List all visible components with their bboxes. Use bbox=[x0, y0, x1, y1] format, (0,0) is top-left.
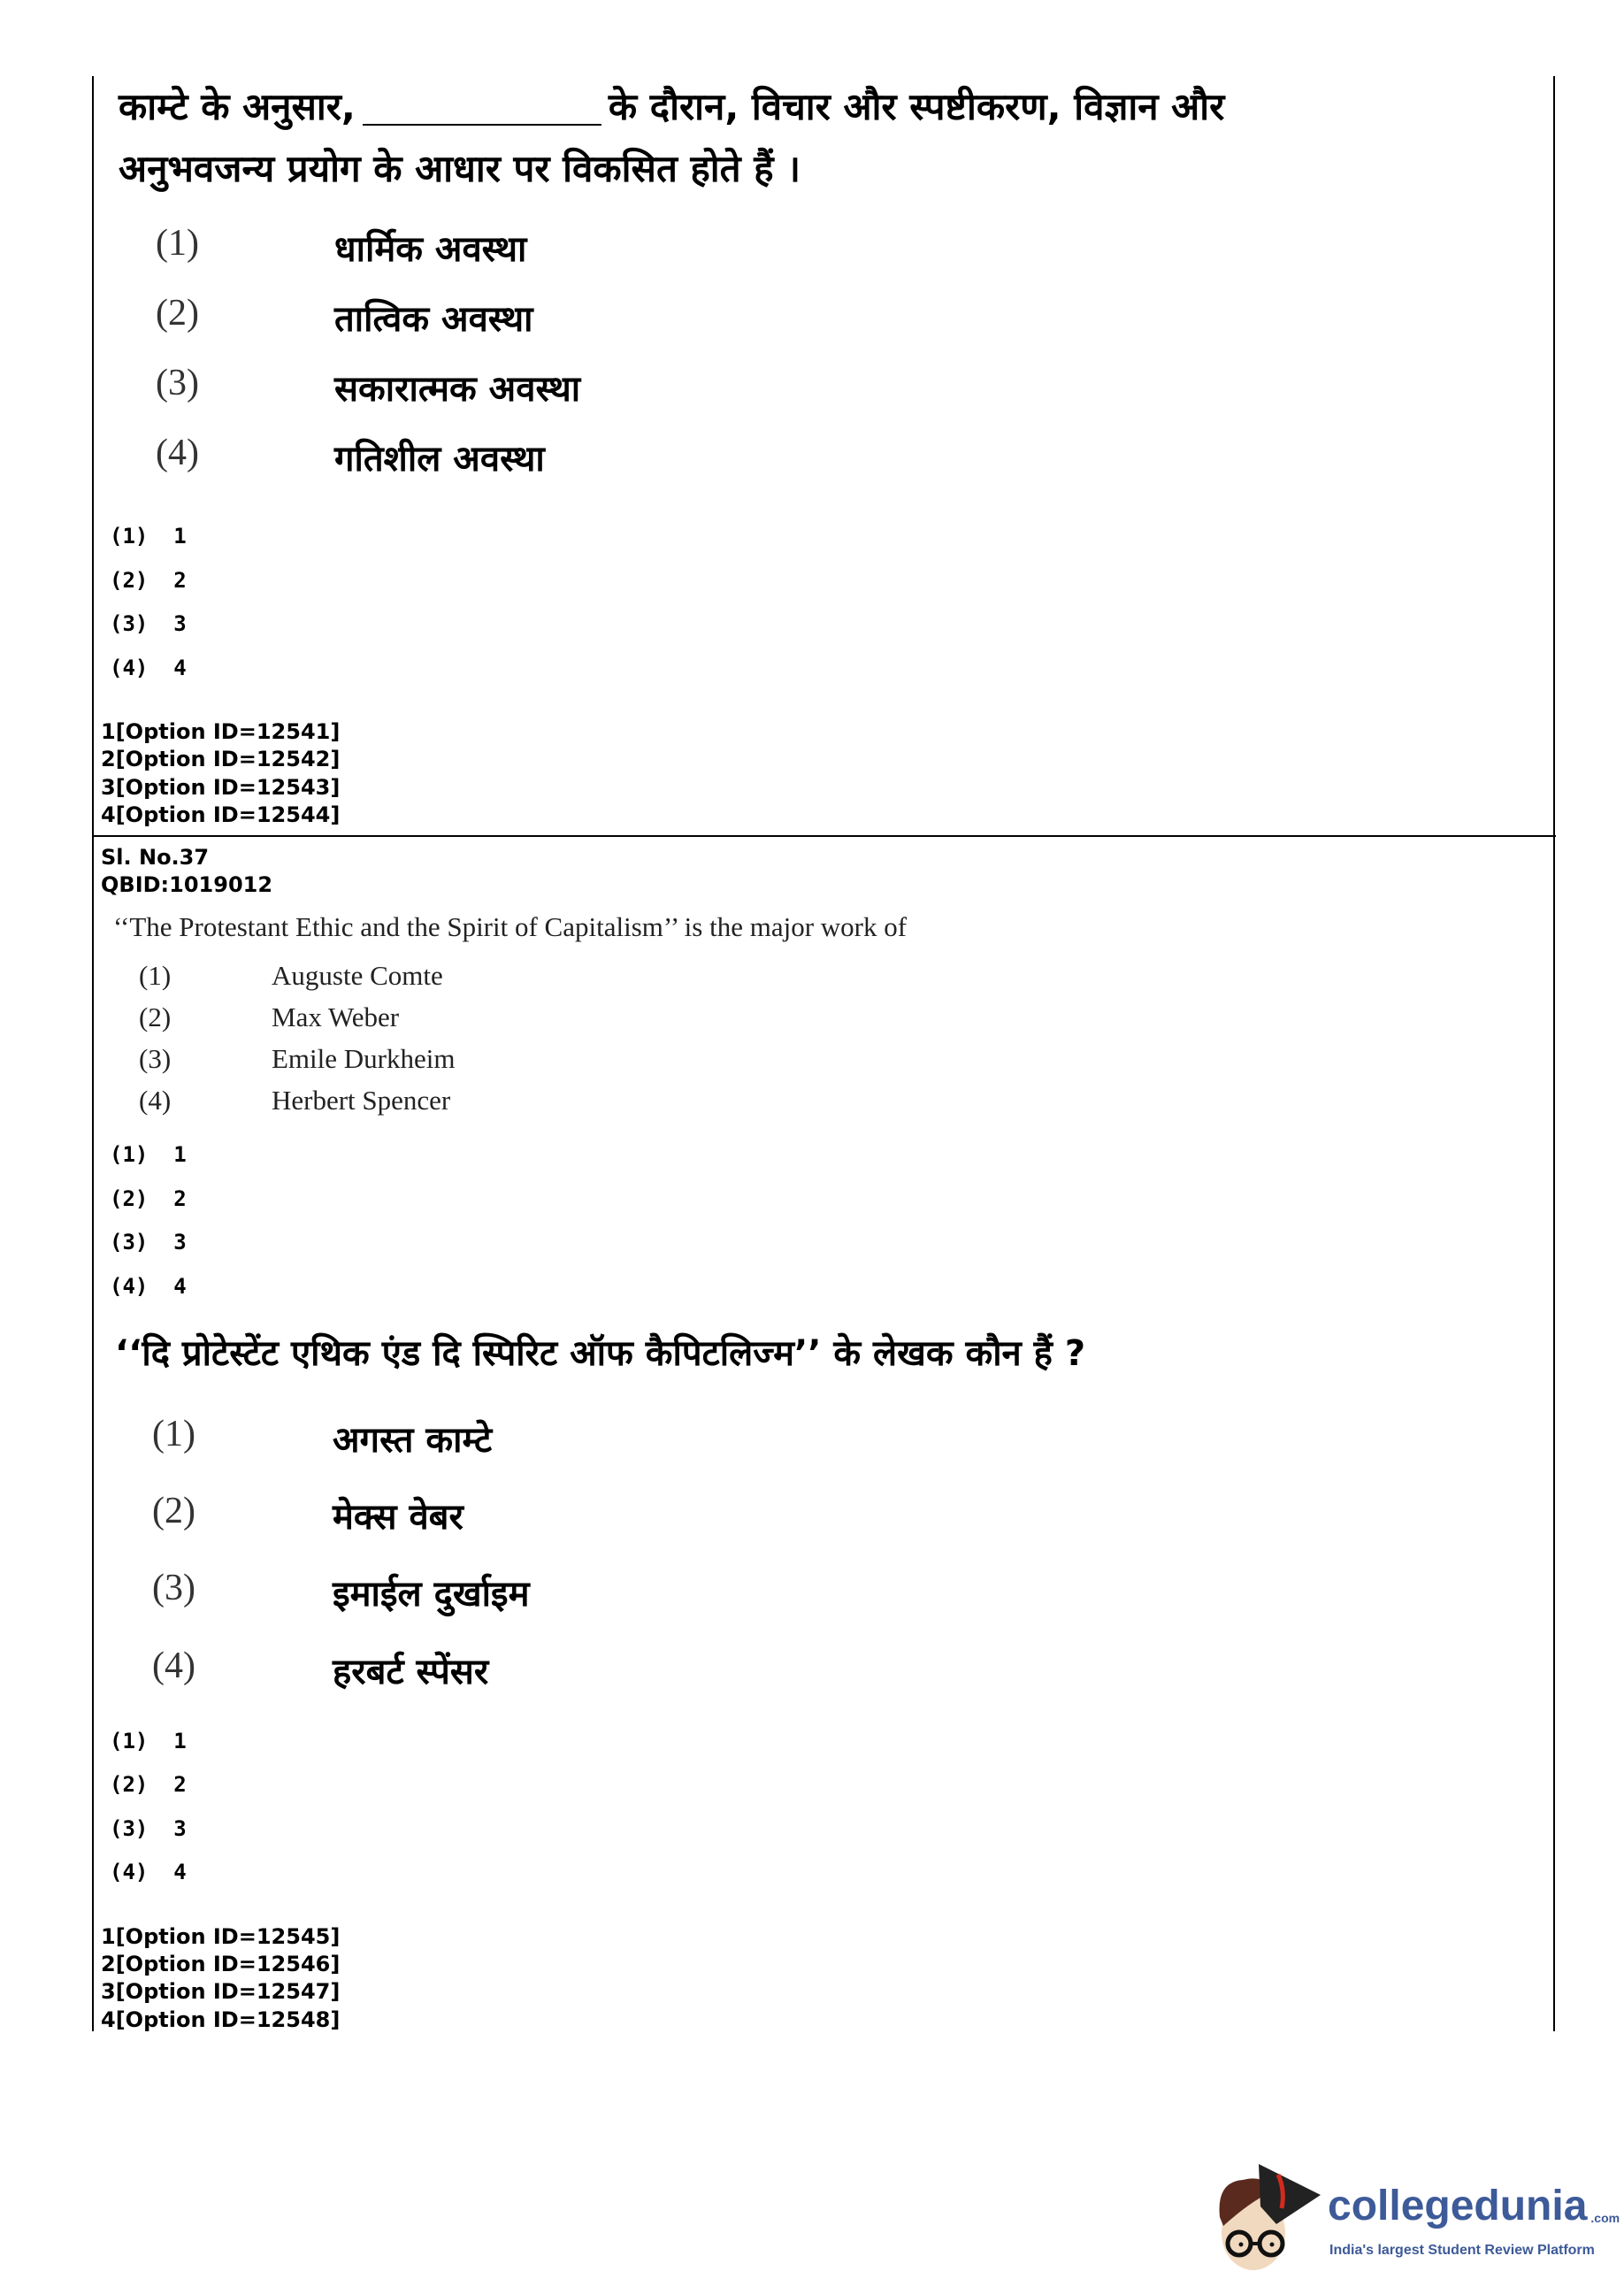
answer-choice: (3) 3 bbox=[110, 1816, 187, 1841]
option-text: धार्मिक अवस्था bbox=[334, 229, 527, 270]
option-id: 2[Option ID=12542] bbox=[101, 747, 341, 771]
option-number: (1) bbox=[156, 223, 199, 264]
fill-in-blank bbox=[363, 88, 601, 126]
answer-choice: (1) 1 bbox=[110, 1142, 187, 1167]
option-text: Emile Durkheim bbox=[272, 1043, 456, 1074]
question-text: काम्टे के अनुसार, bbox=[119, 85, 356, 128]
option-number: (1) bbox=[152, 1414, 195, 1454]
option-id: 4[Option ID=12544] bbox=[101, 802, 341, 827]
question-separator bbox=[92, 835, 1556, 837]
option-text: अगस्त काम्टे bbox=[333, 1420, 493, 1461]
option-number: (1) bbox=[139, 960, 172, 991]
option-id: 2[Option ID=12546] bbox=[101, 1952, 341, 1976]
answer-choice: (4) 4 bbox=[110, 1860, 187, 1884]
option-text: Auguste Comte bbox=[272, 960, 443, 991]
collegedunia-logo bbox=[1207, 2155, 1623, 2279]
option-id: 1[Option ID=12541] bbox=[101, 719, 341, 744]
question-text: के दौरान, विचार और स्पष्टीकरण, विज्ञान और bbox=[608, 85, 1225, 128]
option-text: गतिशील अवस्था bbox=[334, 439, 545, 480]
option-text: तात्विक अवस्था bbox=[334, 299, 533, 340]
option-text: Herbert Spencer bbox=[272, 1085, 451, 1116]
option-id: 3[Option ID=12543] bbox=[101, 775, 341, 800]
option-id: 1[Option ID=12545] bbox=[101, 1924, 341, 1949]
right-border bbox=[1553, 76, 1555, 2031]
serial-number: Sl. No.37 bbox=[101, 845, 210, 870]
q36-hindi-question-line2: अनुभवजन्य प्रयोग के आधार पर विकसित होते हैं । bbox=[119, 147, 801, 190]
option-id: 3[Option ID=12547] bbox=[101, 1979, 341, 2004]
option-number: (3) bbox=[152, 1568, 195, 1608]
english-question: ‘‘The Protestant Ethic and the Spirit of Capitalism’’ is the major work of bbox=[113, 911, 908, 942]
hindi-question: ‘‘दि प्रोटेस्टेंट एथिक एंड दि स्पिरिट ऑफ कैपिटलिज्म’’ के लेखक कौन हैं ? bbox=[115, 1333, 1086, 1374]
q36-hindi-question-line1 bbox=[119, 85, 1225, 128]
logo-suffix: .com bbox=[1590, 2211, 1620, 2225]
answer-choice: (1) 1 bbox=[110, 1729, 187, 1753]
option-number: (2) bbox=[139, 1001, 172, 1032]
student-mascot-icon bbox=[1207, 2155, 1322, 2279]
option-text: मेक्स वेबर bbox=[333, 1497, 463, 1538]
option-number: (2) bbox=[152, 1491, 195, 1531]
left-border bbox=[92, 76, 94, 2031]
option-number: (4) bbox=[156, 433, 199, 473]
option-text: इमाईल दुर्खाइम bbox=[333, 1574, 530, 1615]
option-text: हरबर्ट स्पेंसर bbox=[333, 1652, 489, 1692]
option-id: 4[Option ID=12548] bbox=[101, 2007, 341, 2032]
option-number: (4) bbox=[139, 1085, 172, 1116]
answer-choice: (4) 4 bbox=[110, 1274, 187, 1299]
option-text: सकारात्मक अवस्था bbox=[334, 369, 581, 410]
answer-choice: (3) 3 bbox=[110, 611, 187, 636]
option-number: (3) bbox=[139, 1043, 172, 1074]
option-number: (2) bbox=[156, 293, 199, 334]
answer-choice: (3) 3 bbox=[110, 1230, 187, 1255]
answer-choice: (4) 4 bbox=[110, 656, 187, 680]
answer-choice: (1) 1 bbox=[110, 524, 187, 549]
answer-choice: (2) 2 bbox=[110, 1186, 187, 1211]
option-number: (4) bbox=[152, 1646, 195, 1686]
logo-wordmark bbox=[1328, 2185, 1620, 2228]
option-number: (3) bbox=[156, 363, 199, 403]
qbid: QBID:1019012 bbox=[101, 872, 273, 897]
logo-name: collegedunia bbox=[1328, 2183, 1588, 2229]
answer-choice: (2) 2 bbox=[110, 568, 187, 593]
logo-tagline: India's largest Student Review Platform bbox=[1329, 2243, 1595, 2258]
answer-choice: (2) 2 bbox=[110, 1772, 187, 1797]
option-text: Max Weber bbox=[272, 1001, 400, 1032]
